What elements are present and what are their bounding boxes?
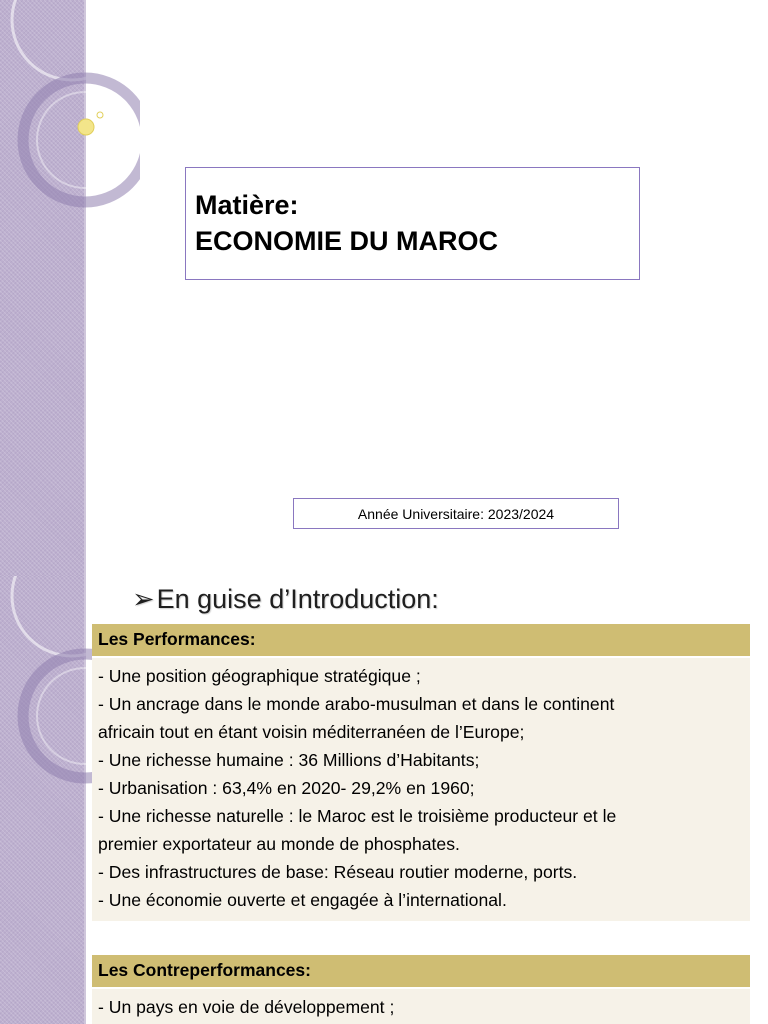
academic-year-box (293, 498, 619, 529)
performance-line: - Une position géographique stratégique ; (98, 666, 421, 686)
performance-line: - Une richesse naturelle : le Maroc est le troisième producteur et le (98, 806, 617, 826)
title-course-name: ECONOMIE DU MAROC (195, 226, 498, 256)
performances-body (92, 658, 750, 921)
performance-line: premier exportateur au monde de phosphates. (98, 834, 460, 854)
intro-heading-text: En guise d’Introduction: (156, 584, 439, 614)
performance-line: - Un ancrage dans le monde arabo-musulman et dans le continent (98, 694, 615, 714)
performances-table (92, 624, 750, 921)
performances-header: Les Performances: (92, 624, 750, 658)
contreperformances-table (92, 955, 750, 1024)
performance-line: - Des infrastructures de base: Réseau routier moderne, ports. (98, 862, 578, 882)
title-box (185, 167, 640, 280)
performance-line: - Une économie ouverte et engagée à l’international. (98, 890, 507, 910)
title-subject-label: Matière: (195, 190, 299, 220)
arrow-bullet-icon: ➢ (132, 584, 155, 614)
performance-line: - Une richesse humaine : 36 Millions d’Habitants; (98, 750, 480, 770)
academic-year-text: Année Universitaire: 2023/2024 (357, 505, 555, 522)
performance-line: africain tout en étant voisin méditerranéen de l’Europe; (98, 722, 525, 742)
contreperformance-line: - Un pays en voie de développement ; (98, 997, 395, 1017)
slide-introduction (0, 576, 768, 1024)
performance-line: - Urbanisation : 63,4% en 2020- 29,2% en 1960; (98, 778, 475, 798)
circle-ornament-icon (0, 0, 140, 260)
contreperformances-header: Les Contreperformances: (92, 955, 750, 989)
intro-heading (132, 584, 439, 615)
contreperformances-body (92, 989, 750, 1024)
